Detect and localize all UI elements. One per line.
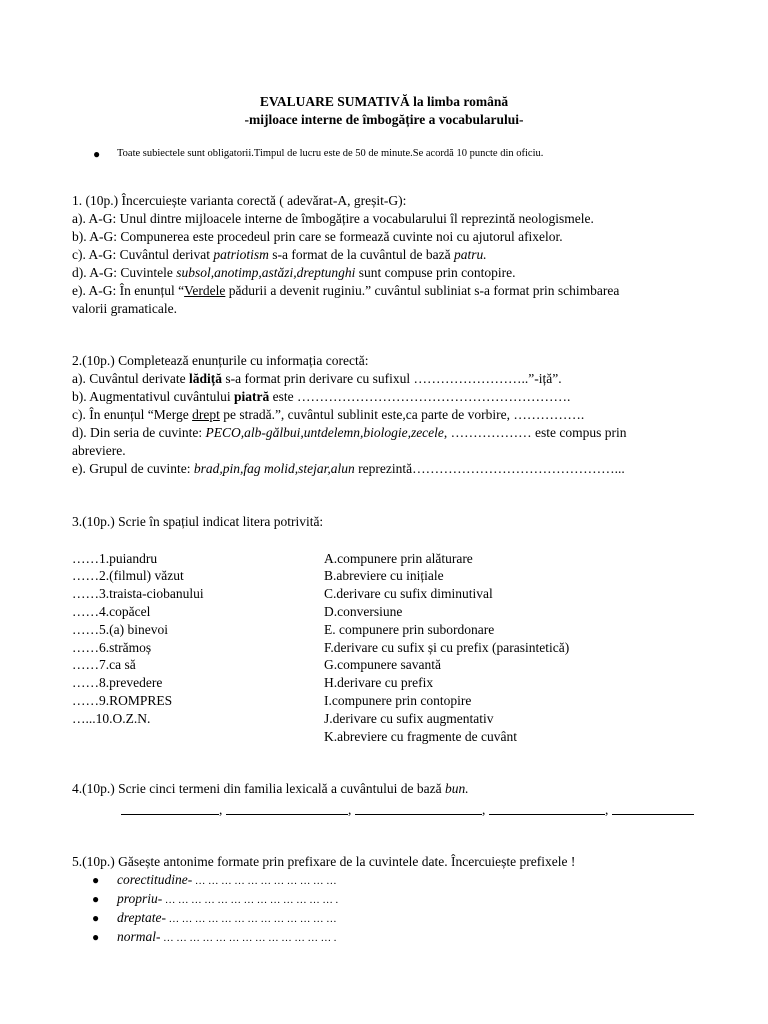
q2-b-word: piatră <box>233 389 270 404</box>
q1-c-text: c). A-G: Cuvântul derivat <box>72 247 214 262</box>
q5-word: dreptate- <box>117 910 166 925</box>
q2-c-text2: pe stradă.”, cuvântul sublinit este,ca parte de vorbire, ……………. <box>219 407 585 422</box>
q3-left-item: …...10.O.Z.N. <box>72 711 151 726</box>
q3-left-item: ……9.ROMPRES <box>72 693 173 708</box>
q3-left-item: ……2.(filmul) văzut <box>72 568 184 583</box>
q3-left-item: ……5.(a) binevoi <box>72 622 168 637</box>
q3-right-item: A.compunere prin alăturare <box>324 551 473 566</box>
q2-item-b <box>72 389 570 405</box>
answer-blank[interactable] <box>355 814 482 815</box>
q3-right-item: I.compunere prin contopire <box>324 693 472 708</box>
q3-right-item: G.compunere savantă <box>324 657 441 672</box>
q1-c-base: patru. <box>454 247 487 262</box>
document-title: EVALUARE SUMATIVĂ la limba română <box>259 94 509 109</box>
q1-d-words: subsol,anotimp,astăzi,dreptunghi <box>176 265 356 280</box>
q2-item-d-cont: abreviere. <box>72 443 126 458</box>
q5-item <box>117 929 336 945</box>
q3-right-item: C.derivare cu sufix diminutival <box>324 586 493 601</box>
q5-item <box>117 872 337 888</box>
q1-heading: 1. (10p.) Încercuiește varianta corectă ( adevărat-A, greșit-G): <box>72 193 407 208</box>
answer-blank[interactable] <box>489 814 605 815</box>
comma-separator: , <box>219 802 223 817</box>
q5-heading: 5.(10p.) Găsește antonime formate prin prefixare de la cuvintele date. Încercuiește prefixele ! <box>72 854 576 869</box>
q2-c-underlined: drept <box>192 407 220 422</box>
q1-item-e-cont: valorii gramaticale. <box>72 301 177 316</box>
q1-c-word: patriotism <box>213 247 269 262</box>
q2-a-word: lădiță <box>188 371 222 386</box>
q1-e-underlined: Verdele <box>184 283 226 298</box>
comma-separator: , <box>482 802 486 817</box>
q2-item-c <box>72 407 584 423</box>
q2-item-d <box>72 425 627 441</box>
q3-left-item: ……7.ca să <box>72 657 136 672</box>
q2-d-text: d). Din seria de cuvinte: <box>72 425 206 440</box>
q2-d-words: PECO,alb-gălbui,untdelemn,biologie,zecele <box>205 425 444 440</box>
q4-text: 4.(10p.) Scrie cinci termeni din familia lexicală a cuvântului de bază <box>72 781 445 796</box>
q1-item-c <box>72 247 487 263</box>
q1-item-a: a). A-G: Unul dintre mijloacele interne de îmbogățire a vocabularului îl reprezintă neologismele. <box>72 211 594 226</box>
q5-dots: … … … … … … … … … … … <box>192 876 337 887</box>
q2-item-a <box>72 371 562 387</box>
q1-item-e <box>72 283 619 299</box>
answer-blank[interactable] <box>612 814 694 815</box>
q3-heading: 3.(10p.) Scrie în spațiul indicat litera potrivită: <box>72 514 324 529</box>
bullet-icon: ● <box>92 873 100 887</box>
answer-blank[interactable] <box>121 814 219 815</box>
q1-d-text2: sunt compuse prin contopire. <box>355 265 516 280</box>
q1-c-text2: s-a format de la cuvântul de bază <box>268 247 455 262</box>
q1-d-text: d). A-G: Cuvintele <box>72 265 177 280</box>
q2-item-e <box>72 461 625 477</box>
q3-right-item: B.abreviere cu inițiale <box>324 568 444 583</box>
q2-c-text: c). În enunțul “Merge <box>72 407 193 422</box>
bullet-icon: ● <box>93 147 101 161</box>
comma-separator: , <box>605 802 609 817</box>
q2-b-text: b). Augmentativul cuvântului <box>72 389 234 404</box>
q5-word: normal- <box>117 929 161 944</box>
q5-dots: … … … … … … … … … … … … … . <box>160 933 337 944</box>
q2-e-text2: reprezintă………………………………………... <box>354 461 625 476</box>
q3-left-item: ……8.prevedere <box>72 675 163 690</box>
q2-b-text2: este ……………………………………………………. <box>269 389 571 404</box>
q5-item <box>117 891 338 907</box>
q3-left-item: ……6.strămoș <box>72 640 152 655</box>
document-subtitle: -mijloace interne de îmbogățire a vocabularului- <box>244 112 524 127</box>
q5-dots: … … … … … … … … … … … … … <box>165 914 337 925</box>
q3-left-item: ……1.puiandru <box>72 551 158 566</box>
q5-word: corectitudine- <box>117 872 193 887</box>
q5-dots: … … … … … … … … … … … … … . <box>162 895 339 906</box>
q5-item <box>117 910 337 926</box>
q1-e-text2: pădurii a devenit ruginiu.” cuvântul subliniat s-a format prin schimbarea <box>225 283 620 298</box>
answer-blank[interactable] <box>226 814 348 815</box>
q3-right-item: D.conversiune <box>324 604 403 619</box>
q4-heading <box>72 781 469 797</box>
q3-right-item: E. compunere prin subordonare <box>324 622 495 637</box>
q1-e-text: e). A-G: În enunțul “ <box>72 283 185 298</box>
q1-item-d <box>72 265 516 281</box>
q3-left-item: ……4.copăcel <box>72 604 151 619</box>
q3-left-item: ……3.traista-ciobanului <box>72 586 204 601</box>
q3-right-item: J.derivare cu sufix augmentativ <box>324 711 494 726</box>
q1-item-b: b). A-G: Compunerea este procedeul prin care se formează cuvinte noi cu ajutorul afixelor. <box>72 229 563 244</box>
bullet-icon: ● <box>92 892 100 906</box>
q2-e-words: brad,pin,fag molid,stejar,alun <box>193 461 355 476</box>
q2-heading: 2.(10p.) Completează enunțurile cu informația corectă: <box>72 353 369 368</box>
q3-right-item: F.derivare cu sufix și cu prefix (parasintetică) <box>324 640 570 655</box>
q5-word: propriu- <box>117 891 163 906</box>
bullet-icon: ● <box>92 930 100 944</box>
q4-base-word: bun. <box>444 781 469 796</box>
bullet-icon: ● <box>92 911 100 925</box>
q2-a-text2: s-a format prin derivare cu sufixul ……………………..”-iță”. <box>221 371 562 386</box>
q2-e-text: e). Grupul de cuvinte: <box>72 461 194 476</box>
q3-right-item: H.derivare cu prefix <box>324 675 434 690</box>
q2-d-text2: , ……………… este compus prin <box>443 425 627 440</box>
comma-separator: , <box>348 802 352 817</box>
instructions-note: Toate subiectele sunt obligatorii.Timpul de lucru este de 50 de minute.Se acordă 10 puncte din oficiu. <box>117 148 544 159</box>
q2-a-text: a). Cuvântul derivate <box>72 371 189 386</box>
q3-right-item: K.abreviere cu fragmente de cuvânt <box>324 729 518 744</box>
